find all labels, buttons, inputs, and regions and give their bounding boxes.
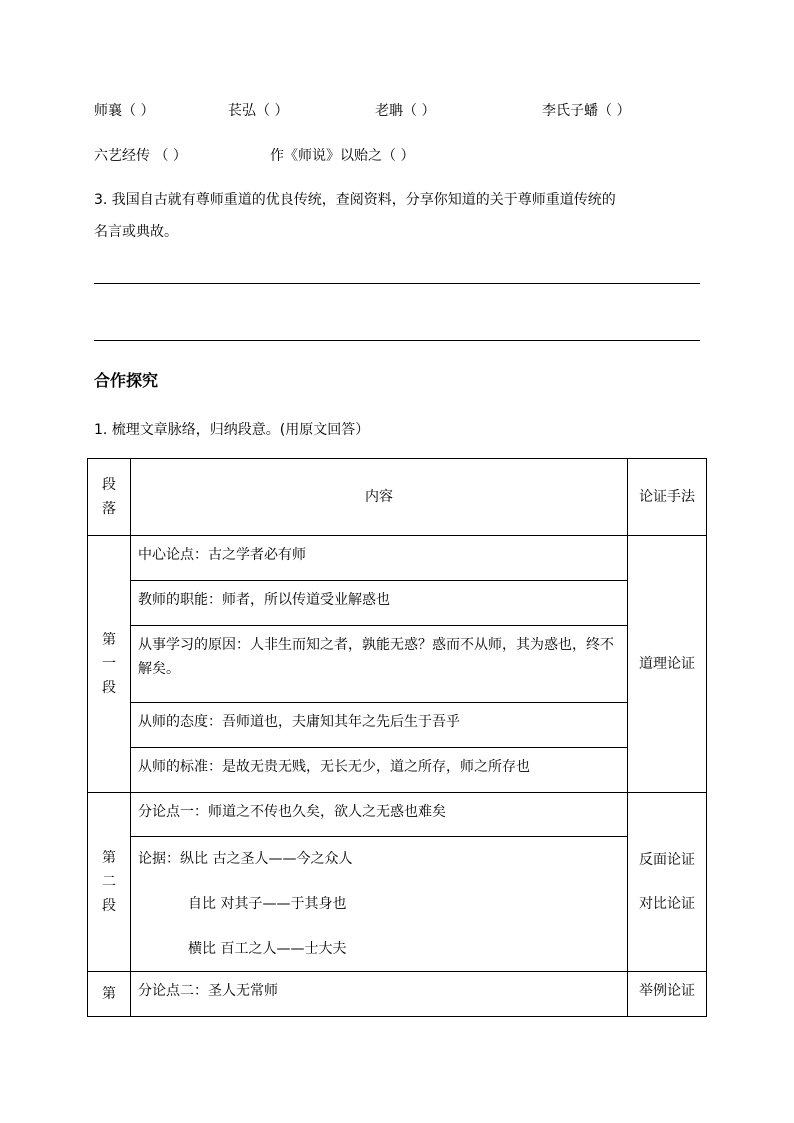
fill-in-shishuo: 作《师说》以贻之（ ） [270, 148, 415, 164]
fill-in-lishizipan: 李氏子蟠（ ） [542, 103, 631, 119]
para2-methods [628, 793, 707, 972]
para3-point: 分论点二：圣人无常师 [138, 983, 278, 999]
para1-method: 道理论证 [628, 536, 707, 793]
table-header-row [88, 459, 707, 536]
para2-content [131, 793, 628, 972]
fill-in-laodan: 老聃（ ） [375, 103, 436, 119]
question-3-line2: 名言或典故。 [94, 224, 178, 240]
evidence-line: 横比 百工之人——士大夫 [188, 941, 347, 957]
para3-method-cell [628, 972, 707, 1017]
question-3-line1: 3. 我国自古就有尊师重道的优良传统，查阅资料，分享你知道的关于尊师重道传统的 [94, 192, 616, 208]
para3-label: 第 [88, 972, 131, 1017]
table-row-para2 [88, 793, 707, 972]
para1-item: 中心论点：古之学者必有师 [131, 536, 627, 581]
para1-content [131, 536, 628, 793]
fill-in-shixiang: 师襄（ ） [94, 103, 155, 119]
para2-point: 分论点一：师道之不传也久矣，欲人之无惑也难矣 [131, 793, 627, 837]
fill-in-changhong: 苌弘（ ） [228, 103, 289, 119]
para1-item: 从师的标准：是故无贵无贱，无长无少，道之所存，师之所存也 [138, 759, 530, 775]
header-paragraph: 段 落 [88, 459, 131, 536]
para2-label: 第 二 段 [88, 793, 131, 972]
evidence-line: 论据：纵比 古之圣人——今之众人 [138, 851, 353, 867]
evidence-line: 自比 对其子——于其身也 [188, 896, 347, 912]
table-row-para1 [88, 536, 707, 793]
para2-method: 对比论证 [639, 896, 695, 912]
para3-method: 举例论证 [639, 983, 695, 999]
table-row-para3 [88, 972, 707, 1017]
answer-line-2[interactable] [94, 340, 700, 341]
para2-evidence [131, 837, 627, 971]
header-content: 内容 [131, 459, 628, 536]
section-title: 合作探究 [94, 371, 159, 390]
fill-in-liuyi: 六艺经传 （ ） [94, 148, 187, 164]
para2-method: 反面论证 [639, 852, 695, 868]
para1-label: 第 一 段 [88, 536, 131, 793]
outline-table [87, 458, 707, 1017]
para1-item: 教师的职能：师者，所以传道受业解惑也 [131, 581, 627, 626]
question-1: 1. 梳理文章脉络，归纳段意。(用原文回答） [94, 422, 370, 438]
para1-item: 从事学习的原因：人非生而知之者，孰能无惑？惑而不从师，其为惑也，终不解矣。 [131, 626, 627, 703]
para1-item: 从师的态度：吾师道也，夫庸知其年之先后生于吾乎 [131, 703, 627, 748]
answer-line-1[interactable] [94, 283, 700, 284]
para3-content [131, 972, 628, 1017]
header-method: 论证手法 [628, 459, 707, 536]
